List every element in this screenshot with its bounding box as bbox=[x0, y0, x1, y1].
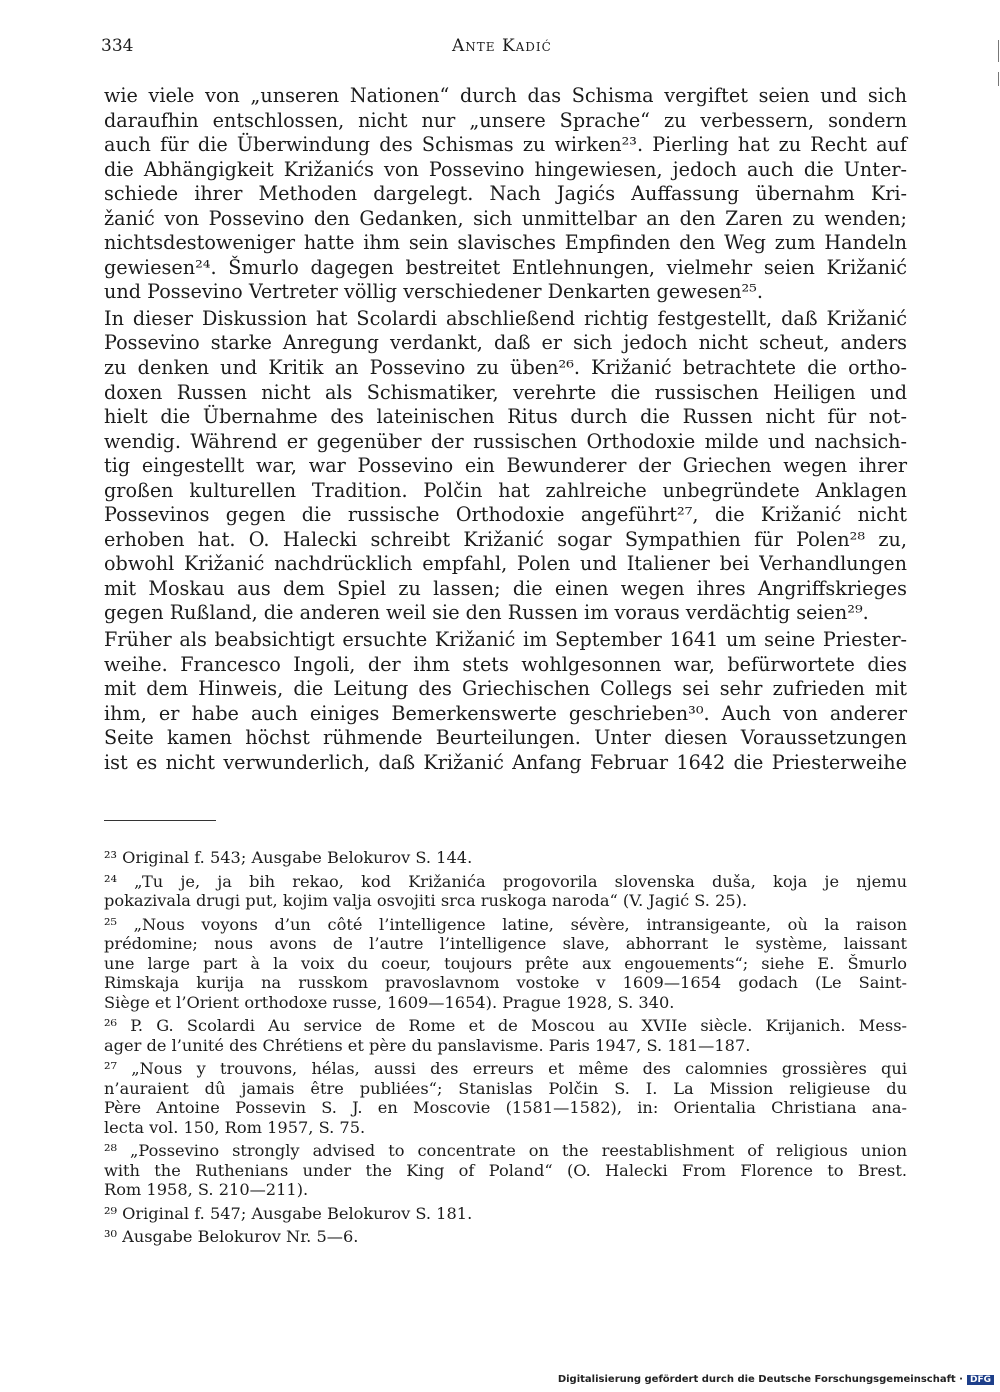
footnote-line: with the Ruthenians under the King of Poland“ (O. Halecki From Florence to Brest. bbox=[104, 1160, 907, 1180]
footnote-line: ²⁸ „Possevino strongly advised to concentrate on the reestablishment of religious union bbox=[104, 1141, 907, 1160]
text-line: gewiesen²⁴. Šmurlo dagegen bestreitet Entlehnungen, vielmehr seien Križanić bbox=[104, 255, 907, 279]
text-line: großen kulturellen Tradition. Polčin hat zahlreiche unbegründete Anklagen bbox=[104, 478, 907, 502]
footnote-line: ³⁰ Ausgabe Belokurov Nr. 5—6. bbox=[104, 1227, 359, 1246]
footnote-line: ²⁴ „Tu je, ja bih rekao, kod Križanića progovorila slovenska duša, koja je njemu bbox=[104, 871, 907, 891]
footnote-line: ²³ Original f. 543; Ausgabe Belokurov S. 144. bbox=[104, 848, 473, 867]
footnote-line: pokazivala drugi put, kojim valja osvojiti srca ruskoga naroda“ (V. Jagić S. 25). bbox=[104, 891, 748, 910]
running-title: Ante Kadić bbox=[452, 36, 552, 56]
text-line: mit Moskau aus dem Spiel zu lassen; die einen wegen ihres Angriffskrieges bbox=[104, 576, 907, 600]
text-line: die Abhängigkeit Križanićs von Possevino hingewiesen, jedoch auch die Unter- bbox=[104, 157, 907, 181]
text-line: daraufhin entschlossen, nicht nur „unsere Sprache“ zu verbessern, sondern bbox=[104, 108, 907, 132]
text-line: obwohl Križanić nachdrücklich empfahl, Polen und Italiener bei Verhandlungen bbox=[104, 552, 907, 576]
text-line: ist es nicht verwunderlich, daß Križanić Anfang Februar 1642 die Priesterweihe bbox=[104, 750, 907, 774]
text-line: wendig. Während er gegenüber der russischen Orthodoxie milde und nachsich- bbox=[104, 429, 907, 453]
footnote-divider bbox=[104, 820, 216, 821]
footnote-line: prédomine; nous avons de l’autre l’intelligence slave, abhorrant le système, laissant bbox=[104, 934, 907, 953]
text-line: gegen Rußland, die anderen weil sie den Russen im voraus verdächtig seien²⁹. bbox=[104, 601, 869, 625]
text-line: doxen Russen nicht als Schismatiker, verehrte die russischen Heiligen und bbox=[104, 380, 907, 404]
text-line: Seite kamen höchst rühmende Beurteilungen. Unter diesen Voraussetzungen bbox=[104, 726, 907, 750]
scan-edge-mark bbox=[998, 40, 999, 62]
text-line: Früher als beabsichtigt ersuchte Križanić im September 1641 um seine Priester- bbox=[104, 628, 907, 652]
text-line: zu denken und Kritik an Possevino zu üben²⁶. Križanić betrachtete die ortho- bbox=[104, 356, 907, 380]
text-line: ihm, er habe auch einiges Bemerkenswerte geschrieben³⁰. Auch von anderer bbox=[104, 701, 907, 725]
main-text bbox=[104, 84, 907, 775]
footnote-line: Rimskaja kurija na russkom pravoslavnom vostoke v 1609—1654 godach (Le Saint- bbox=[104, 973, 907, 992]
footnote-line: Père Antoine Possevin S. J. en Moscovie (1581—1582), in: Orientalia Christiana ana- bbox=[104, 1098, 907, 1117]
text-line: žanić von Possevino den Gedanken, sich unmittelbar an den Zaren zu wenden; bbox=[104, 206, 907, 230]
dfg-logo: DFG bbox=[967, 1375, 994, 1385]
text-line: tig eingestellt war, war Possevino ein Bewunderer der Griechen wegen ihrer bbox=[104, 454, 907, 478]
text-line: erhoben hat. O. Halecki schreibt Križanić sogar Sympathien für Polen²⁸ zu, bbox=[104, 527, 907, 551]
footnote-line: une large part à la voix du coeur, toujours prête aux engouements“; siehe E. Šmurlo bbox=[104, 953, 907, 973]
footnote-line: lecta vol. 150, Rom 1957, S. 75. bbox=[104, 1117, 366, 1137]
footnote-line: ²⁶ P. G. Scolardi Au service de Rome et de Moscou au XVIIe siècle. Krijanich. Mess- bbox=[104, 1016, 907, 1035]
page-number: 334 bbox=[101, 36, 134, 56]
footnote-line: Siège et l’Orient orthodoxe russe, 1609—1654). Prague 1928, S. 340. bbox=[104, 992, 675, 1012]
footnote-line: Rom 1958, S. 210—211). bbox=[104, 1180, 309, 1199]
footnote-line: n’auraient dû jamais être publiées“; Stanislas Polčin S. I. La Mission religieuse du bbox=[104, 1078, 907, 1098]
text-line: hielt die Übernahme des lateinischen Ritus durch die Russen nicht für not- bbox=[104, 405, 907, 429]
text-line: Possevinos gegen die russische Orthodoxie angeführt²⁷, die Križanić nicht bbox=[104, 503, 907, 527]
text-line: nichtsdestoweniger hatte ihm sein slavisches Empfinden den Weg zum Handeln bbox=[104, 231, 907, 255]
text-line: mit dem Hinweis, die Leitung des Griechischen Collegs sei sehr zufrieden mit bbox=[104, 677, 907, 701]
footnote-line: ager de l’unité des Chrétiens et père du panslavisme. Paris 1947, S. 181—187. bbox=[104, 1035, 751, 1055]
digitization-credit bbox=[558, 1374, 994, 1385]
credit-text: Digitalisierung gefördert durch die Deutsche Forschungsgemeinschaft · bbox=[557, 1374, 963, 1385]
scan-edge-mark bbox=[998, 72, 999, 86]
text-line: Possevino starke Anregung verdankt, daß er sich jedoch nicht scheut, anders bbox=[104, 331, 907, 355]
footnote-line: ²⁵ „Nous voyons d’un côté l’intelligence latine, sévère, intransigeante, où la raison bbox=[104, 914, 907, 934]
footnote-line: ²⁹ Original f. 547; Ausgabe Belokurov S. 181. bbox=[104, 1203, 473, 1223]
text-line: schiede ihrer Methoden dargelegt. Nach Jagićs Auffassung übernahm Kri- bbox=[104, 182, 907, 206]
text-line: In dieser Diskussion hat Scolardi abschließend richtig festgestellt, daß Križanić bbox=[104, 306, 907, 330]
text-line: auch für die Überwindung des Schismas zu wirken²³. Pierling hat zu Recht auf bbox=[104, 133, 907, 157]
footnote-line: ²⁷ „Nous y trouvons, hélas, aussi des erreurs et même des calomnies grossières qui bbox=[104, 1059, 907, 1078]
text-line: weihe. Francesco Ingoli, der ihm stets wohlgesonnen war, befürwortete dies bbox=[104, 652, 907, 676]
footnotes bbox=[104, 848, 907, 1247]
text-line: und Possevino Vertreter völlig verschiedener Denkarten gewesen²⁵. bbox=[104, 280, 763, 304]
text-line: wie viele von „unseren Nationen“ durch das Schisma vergiftet seien und sich bbox=[104, 84, 907, 107]
